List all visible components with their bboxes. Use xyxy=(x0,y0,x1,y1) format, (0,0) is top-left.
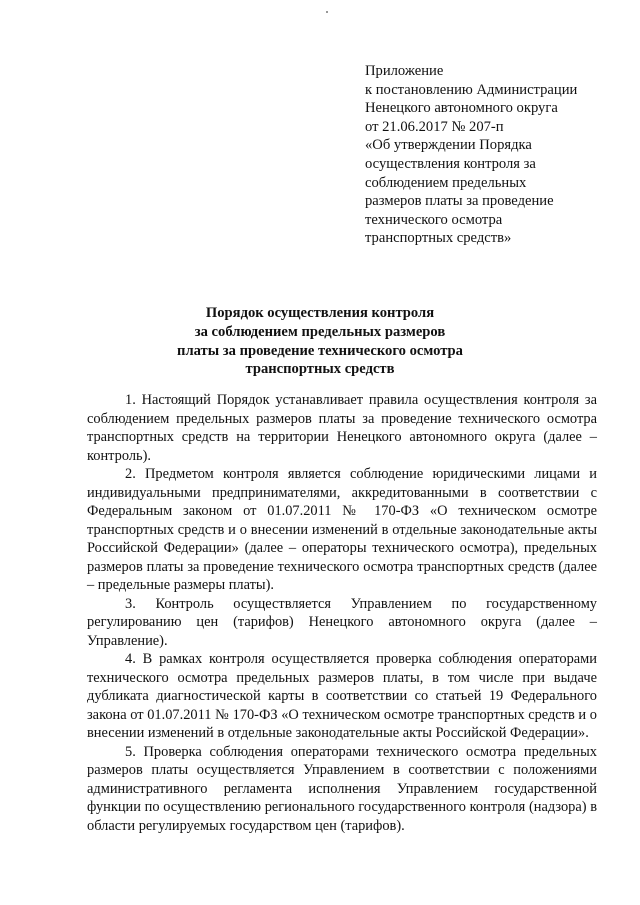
appendix-line: от 21.06.2017 № 207-п xyxy=(365,118,504,135)
paragraph-3: 3. Контроль осуществляется Управлением по государственному регулированию цен (тарифов) Ненецкого автономного округа (далее – Управление). xyxy=(87,595,597,649)
paragraph-4: 4. В рамках контроля осуществляется проверка соблюдения операторами технического осмотра предельных размеров платы, в том числе при выдаче дубликата диагностической карты в соответствии со статьей 19 Федерального закона от 01.07.2011 № 170-ФЗ «О техническом осмотре транспортных средств и о внесении изменений в отдельные законодательные акты Российской Федерации». xyxy=(87,651,597,741)
appendix-line: «Об утверждении Порядка xyxy=(365,137,532,154)
appendix-line: Ненецкого автономного округа xyxy=(365,100,558,117)
appendix-line: транспортных средств» xyxy=(365,230,512,247)
appendix-line: осуществления контроля за xyxy=(365,155,536,172)
title-line: платы за проведение технического осмотра xyxy=(177,342,463,359)
title-line: за соблюдением предельных размеров xyxy=(194,323,446,340)
document-body xyxy=(87,391,597,835)
paragraph-1: 1. Настоящий Порядок устанавливает правила осуществления контроля за соблюдением предельных размеров платы за проведение технического осмотра транспортных средств на территории Ненецкого автономного округа (далее – контроль). xyxy=(87,392,597,464)
scan-speck xyxy=(326,11,328,13)
appendix-line: Приложение xyxy=(365,63,444,79)
appendix-line: размеров платы за проведение xyxy=(365,193,554,210)
appendix-note xyxy=(365,62,627,248)
title-line: Порядок осуществления контроля xyxy=(205,305,435,321)
paragraph-2: 2. Предметом контроля является соблюдение юридическими лицами и индивидуальными предпринимателями, аккредитованными в соответствии с Федеральным законом от 01.07.2011 № 170-ФЗ «О техническом осмотре транспортных средств и о внесении изменений в отдельные законодательные акты Российской Федерации» (далее – операторы технического осмотра), предельных размеров платы за проведение технического осмотра транспортных средств (далее – предельные размеры платы). xyxy=(87,466,597,593)
appendix-line: к постановлению Администрации xyxy=(365,81,578,98)
document-title xyxy=(60,304,580,379)
appendix-line: соблюдением предельных xyxy=(365,174,527,191)
appendix-line: технического осмотра xyxy=(365,211,503,228)
title-line: транспортных средств xyxy=(245,361,395,378)
paragraph-5: 5. Проверка соблюдения операторами технического осмотра предельных размеров платы осуществляется Управлением в соответствии с положениями административного регламента исполнения Управлением государственной функции по осуществлению регионального государственного контроля (надзора) в области регулируемых государством цен (тарифов). xyxy=(87,743,597,834)
